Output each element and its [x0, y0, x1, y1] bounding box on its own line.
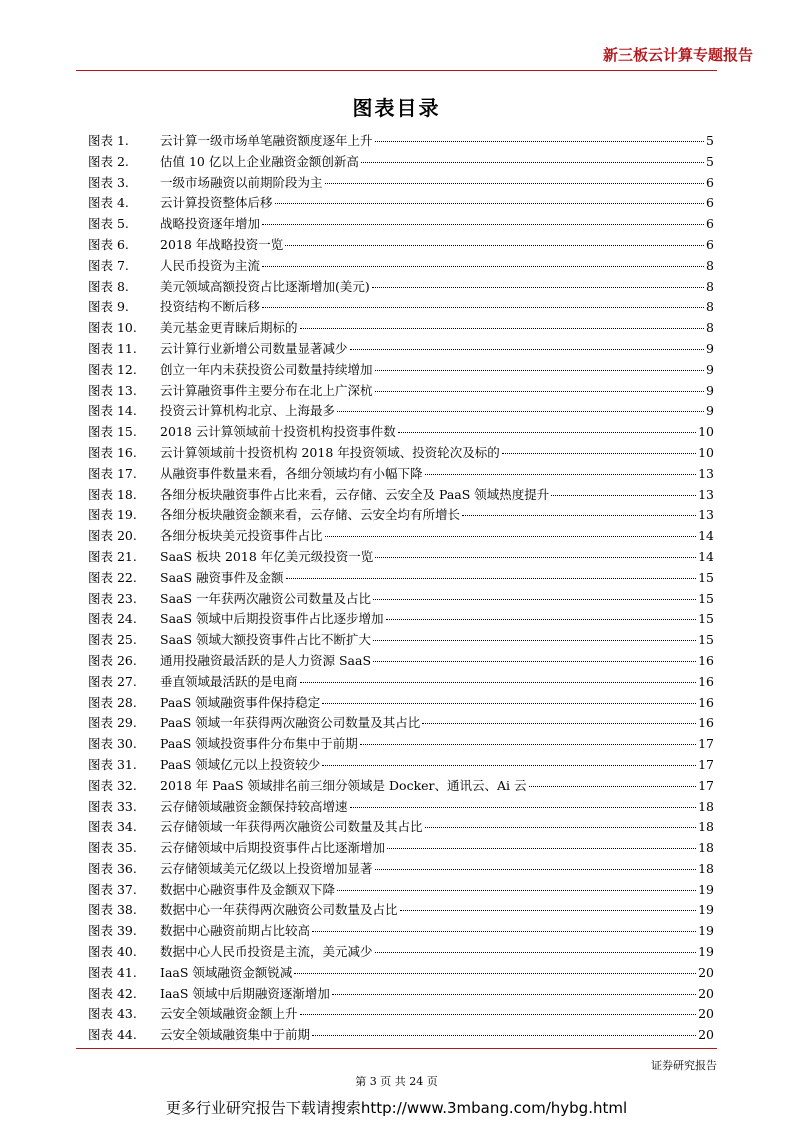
toc-dot-leader [350, 807, 697, 808]
toc-entry[interactable] [88, 277, 714, 298]
toc-entry-page: 16 [698, 694, 714, 710]
toc-entry[interactable] [88, 713, 714, 734]
toc-entry-title: SaaS 领域大额投资事件占比不断扩大 [160, 632, 372, 648]
toc-entry-page: 19 [698, 881, 714, 897]
toc-entry-title: 2018 云计算领域前十投资机构投资事件数 [160, 424, 396, 440]
toc-entry-page: 15 [698, 611, 714, 627]
toc-entry[interactable] [88, 422, 714, 443]
toc-entry-page: 16 [698, 715, 714, 731]
footer-label: 证券研究报告 [651, 1059, 717, 1072]
toc-entry[interactable] [88, 651, 714, 672]
toc-dot-leader [375, 391, 705, 392]
toc-entry-title: 各细分板块融资金额来看，云存储、云安全均有所增长 [160, 507, 461, 523]
toc-entry-title: IaaS 领域融资金额锐减 [160, 964, 293, 980]
toc-entry-page: 10 [698, 424, 714, 440]
toc-dot-leader [322, 703, 696, 704]
toc-entry-page: 19 [698, 923, 714, 939]
toc-entry[interactable] [88, 568, 714, 589]
toc-entry-label: 图表 16. [88, 444, 137, 460]
toc-dot-leader [375, 952, 697, 953]
toc-entry-title: SaaS 板块 2018 年亿美元级投资一览 [160, 548, 374, 564]
toc-dot-leader [375, 557, 696, 558]
toc-entry-label: 图表 38. [88, 902, 137, 918]
toc-entry-title: PaaS 领域融资事件保持稳定 [160, 694, 321, 710]
toc-entry-title: 投资结构不断后移 [160, 299, 261, 315]
toc-entry[interactable] [88, 297, 714, 318]
toc-entry[interactable] [88, 693, 714, 714]
toc-dot-leader [462, 515, 696, 516]
toc-entry-title: 数据中心一年获得两次融资公司数量及占比 [160, 902, 398, 918]
toc-entry-title: 云计算融资事件主要分布在北上广深杭 [160, 382, 373, 398]
toc-entry-label: 图表 44. [88, 1027, 137, 1043]
toc-entry-label: 图表 19. [88, 507, 137, 523]
toc-entry-title: 估值 10 亿以上企业融资金额创新高 [160, 153, 359, 169]
toc-entry-title: 云计算一级市场单笔融资额度逐年上升 [160, 133, 373, 148]
toc-entry[interactable] [88, 817, 714, 838]
toc-entry-title: 2018 年战略投资一览 [160, 236, 284, 252]
toc-entry-title: 云计算行业新增公司数量显著减少 [160, 340, 348, 356]
toc-entry-page: 13 [698, 486, 714, 502]
toc-entry[interactable] [88, 589, 714, 610]
toc-entry[interactable] [88, 464, 714, 485]
toc-entry-page: 8 [706, 299, 714, 315]
toc-dot-leader [322, 765, 696, 766]
toc-entry-label: 图表 41. [88, 964, 137, 980]
toc-entry[interactable] [88, 900, 714, 921]
toc-entry[interactable] [88, 173, 714, 194]
toc-entry-title: 战略投资逐年增加 [160, 216, 261, 232]
toc-dot-leader [262, 266, 704, 267]
toc-dot-leader [262, 307, 704, 308]
toc-entry-label: 图表 18. [88, 486, 137, 502]
toc-entry[interactable] [88, 880, 714, 901]
toc-entry-page: 5 [706, 133, 714, 148]
toc-entry-page: 13 [698, 507, 714, 523]
toc-dot-leader [375, 370, 705, 371]
toc-entry-label: 图表 7. [88, 257, 129, 273]
toc-entry[interactable] [88, 256, 714, 277]
toc-entry-label: 图表 20. [88, 528, 137, 544]
toc-dot-leader [529, 786, 697, 787]
toc-dot-leader [300, 1014, 697, 1015]
toc-entry-label: 图表 40. [88, 944, 137, 960]
toc-entry[interactable] [88, 984, 714, 1005]
toc-entry-page: 6 [706, 174, 714, 190]
toc-entry-title: 人民币投资为主流 [160, 257, 261, 273]
toc-entry-label: 图表 11. [88, 340, 137, 356]
toc-entry-label: 图表 30. [88, 736, 137, 752]
toc-entry-title: 各细分板块融资事件占比来看，云存储、云安全及 PaaS 领域热度提升 [160, 486, 550, 502]
toc-entry-label: 图表 32. [88, 777, 137, 793]
toc-entry-page: 6 [706, 216, 714, 232]
toc-entry-page: 19 [698, 944, 714, 960]
toc-entry-title: 2018 年 PaaS 领域排名前三细分领域是 Docker、通讯云、Ai 云 [160, 777, 527, 793]
toc-dot-leader [361, 162, 704, 163]
toc-entry-page: 9 [706, 382, 714, 398]
toc-dot-leader [551, 495, 696, 496]
toc-entry[interactable] [88, 963, 714, 984]
toc-dot-leader [386, 619, 697, 620]
toc-entry[interactable] [88, 734, 714, 755]
toc-dot-leader [262, 224, 704, 225]
toc-entry-label: 图表 1. [88, 133, 129, 148]
page-title: 图表目录 [352, 96, 441, 120]
toc-dot-leader [398, 432, 696, 433]
toc-dot-leader [337, 411, 704, 412]
toc-entry-label: 图表 10. [88, 320, 137, 336]
toc-entry-title: PaaS 领域一年获得两次融资公司数量及其占比 [160, 715, 421, 731]
toc-entry[interactable] [88, 485, 714, 506]
toc-entry-title: 通用投融资最活跃的是人力资源 SaaS [160, 652, 372, 668]
toc-entry[interactable] [88, 401, 714, 422]
toc-entry[interactable] [88, 942, 714, 963]
toc-entry-label: 图表 13. [88, 382, 137, 398]
toc-entry-page: 17 [698, 777, 714, 793]
toc-entry-title: 投资云计算机构北京、上海最多 [160, 403, 336, 419]
toc-entry-label: 图表 28. [88, 694, 137, 710]
toc-entry-title: 云计算投资整体后移 [160, 195, 273, 211]
toc-entry[interactable] [88, 672, 714, 693]
toc-entry[interactable] [88, 1004, 714, 1025]
toc-entry[interactable] [88, 131, 714, 152]
toc-entry-label: 图表 15. [88, 424, 137, 440]
footer-divider [76, 1048, 717, 1049]
toc-entry-page: 15 [698, 569, 714, 585]
toc-entry-label: 图表 4. [88, 195, 129, 211]
toc-entry-title: PaaS 领域亿元以上投资较少 [160, 756, 321, 772]
toc-dot-leader [325, 536, 697, 537]
toc-entry-page: 6 [706, 236, 714, 252]
toc-dot-leader [425, 827, 697, 828]
toc-entry[interactable] [88, 797, 714, 818]
toc-entry-page: 9 [706, 403, 714, 419]
header-divider [76, 70, 717, 71]
toc-entry-title: 云计算领域前十投资机构 2018 年投资领域、投资轮次及标的 [160, 444, 500, 460]
toc-entry-page: 19 [698, 902, 714, 918]
toc-entry-label: 图表 35. [88, 840, 137, 856]
toc-entry[interactable] [88, 318, 714, 339]
toc-entry-title: 数据中心融资前期占比较高 [160, 923, 311, 939]
toc-entry-title: 垂直领域最活跃的是电商 [160, 673, 298, 689]
toc-entry-label: 图表 21. [88, 548, 137, 564]
toc-entry-title: SaaS 领域中后期投资事件占比逐步增加 [160, 611, 384, 627]
toc-entry[interactable] [88, 235, 714, 256]
toc-dot-leader [337, 890, 696, 891]
toc-entry[interactable] [88, 859, 714, 880]
toc-entry-page: 20 [698, 1006, 714, 1022]
toc-entry-page: 14 [698, 548, 714, 564]
toc-dot-leader [387, 848, 696, 849]
toc-entry-page: 5 [706, 153, 714, 169]
toc-entry-label: 图表 9. [88, 299, 129, 315]
toc-entry-title: 云安全领域融资金额上升 [160, 1006, 298, 1022]
toc-entry-page: 16 [698, 652, 714, 668]
toc-entry-page: 18 [698, 860, 714, 876]
toc-entry-label: 图表 24. [88, 611, 137, 627]
toc-dot-leader [300, 328, 705, 329]
toc-entry-page: 15 [698, 632, 714, 648]
toc-entry-label: 图表 3. [88, 174, 129, 190]
toc-dot-leader [312, 931, 696, 932]
toc-entry-label: 图表 34. [88, 819, 137, 835]
toc-entry-label: 图表 6. [88, 236, 129, 252]
toc-entry-page: 18 [698, 798, 714, 814]
toc-entry[interactable] [88, 193, 714, 214]
toc-entry[interactable] [88, 838, 714, 859]
toc-dot-leader [372, 287, 704, 288]
toc-entry-page: 14 [698, 528, 714, 544]
toc-entry-title: 云存储领域中后期投资事件占比逐渐增加 [160, 840, 386, 856]
toc-entry[interactable] [88, 339, 714, 360]
toc-entry[interactable] [88, 776, 714, 797]
toc-entry-page: 8 [706, 278, 714, 294]
toc-entry-label: 图表 31. [88, 756, 137, 772]
toc-entry-title: 云存储领域融资金额保持较高增速 [160, 798, 348, 814]
toc-entry-title: 一级市场融资以前期阶段为主 [160, 174, 323, 190]
toc-entry[interactable] [88, 547, 714, 568]
toc-entry[interactable] [88, 443, 714, 464]
toc-entry-title: SaaS 一年获两次融资公司数量及占比 [160, 590, 372, 606]
report-title: 新三板云计算专题报告 [602, 46, 753, 64]
toc-dot-leader [400, 910, 697, 911]
toc-entry-label: 图表 36. [88, 860, 137, 876]
toc-entry-page: 18 [698, 840, 714, 856]
toc-entry-title: 各细分板块美元投资事件占比 [160, 528, 323, 544]
toc-entry-title: 从融资事件数量来看，各细分领域均有小幅下降 [160, 465, 423, 481]
toc-entry-page: 6 [706, 195, 714, 211]
toc-entry-label: 图表 22. [88, 569, 137, 585]
toc-dot-leader [332, 994, 696, 995]
toc-entry-label: 图表 12. [88, 361, 137, 377]
toc-entry[interactable] [88, 609, 714, 630]
toc-dot-leader [300, 682, 697, 683]
toc-entry[interactable] [88, 755, 714, 776]
toc-entry-page: 8 [706, 257, 714, 273]
toc-entry-page: 18 [698, 819, 714, 835]
toc-entry-label: 图表 27. [88, 673, 137, 689]
table-of-figures [88, 131, 714, 1046]
toc-entry-title: 云存储领域一年获得两次融资公司数量及其占比 [160, 819, 423, 835]
download-notice: 更多行业研究报告下载请搜索http://www.3mbang.com/hybg.html [165, 1099, 628, 1117]
toc-dot-leader [373, 661, 696, 662]
toc-dot-leader [350, 349, 705, 350]
toc-entry-label: 图表 29. [88, 715, 137, 731]
toc-entry[interactable] [88, 505, 714, 526]
toc-entry-label: 图表 5. [88, 216, 129, 232]
toc-entry-page: 8 [706, 320, 714, 336]
toc-entry-title: PaaS 领域投资事件分布集中于前期 [160, 736, 358, 752]
toc-dot-leader [502, 453, 696, 454]
toc-entry-title: SaaS 融资事件及金额 [160, 569, 284, 585]
toc-entry-title: 云存储领域美元亿级以上投资增加显著 [160, 860, 373, 876]
toc-entry-title: 数据中心人民币投资是主流，美元减少 [160, 944, 373, 960]
page-number: 第 3 页 共 24 页 [355, 1075, 438, 1088]
toc-entry-page: 17 [698, 756, 714, 772]
toc-entry[interactable] [88, 921, 714, 942]
toc-entry-page: 20 [698, 1027, 714, 1043]
toc-entry-page: 9 [706, 361, 714, 377]
toc-dot-leader [373, 640, 696, 641]
toc-entry-label: 图表 17. [88, 465, 137, 481]
toc-entry[interactable] [88, 152, 714, 173]
toc-entry-page: 13 [698, 465, 714, 481]
toc-entry-label: 图表 25. [88, 632, 137, 648]
toc-entry-title: 美元领域高额投资占比逐渐增加(美元) [160, 278, 370, 294]
toc-dot-leader [285, 245, 704, 246]
toc-entry-title: IaaS 领域中后期融资逐渐增加 [160, 985, 330, 1001]
toc-entry-label: 图表 14. [88, 403, 137, 419]
toc-dot-leader [325, 183, 705, 184]
toc-dot-leader [360, 744, 696, 745]
toc-dot-leader [275, 203, 705, 204]
toc-entry-title: 美元基金更青睐后期标的 [160, 320, 298, 336]
toc-dot-leader [375, 141, 705, 142]
toc-entry[interactable] [88, 1025, 714, 1046]
toc-dot-leader [286, 578, 697, 579]
toc-entry-label: 图表 23. [88, 590, 137, 606]
toc-dot-leader [422, 723, 696, 724]
toc-entry[interactable] [88, 381, 714, 402]
toc-entry-page: 15 [698, 590, 714, 606]
toc-entry-title: 云安全领域融资集中于前期 [160, 1027, 311, 1043]
toc-entry-label: 图表 2. [88, 153, 129, 169]
toc-dot-leader [373, 599, 696, 600]
toc-entry-page: 20 [698, 985, 714, 1001]
toc-dot-leader [312, 1035, 696, 1036]
toc-entry-label: 图表 26. [88, 652, 137, 668]
toc-entry-page: 9 [706, 340, 714, 356]
toc-entry[interactable] [88, 526, 714, 547]
toc-dot-leader [425, 474, 697, 475]
toc-entry[interactable] [88, 214, 714, 235]
toc-entry[interactable] [88, 630, 714, 651]
toc-entry-label: 图表 37. [88, 881, 137, 897]
toc-entry-page: 10 [698, 444, 714, 460]
toc-entry-label: 图表 8. [88, 278, 129, 294]
toc-entry-label: 图表 43. [88, 1006, 137, 1022]
toc-dot-leader [294, 973, 696, 974]
toc-entry[interactable] [88, 360, 714, 381]
toc-entry-label: 图表 42. [88, 985, 137, 1001]
toc-entry-label: 图表 33. [88, 798, 137, 814]
toc-entry-page: 20 [698, 964, 714, 980]
toc-entry-page: 17 [698, 736, 714, 752]
toc-entry-label: 图表 39. [88, 923, 137, 939]
toc-entry-title: 创立一年内未获投资公司数量持续增加 [160, 361, 373, 377]
toc-entry-title: 数据中心融资事件及金额双下降 [160, 881, 336, 897]
toc-dot-leader [375, 869, 697, 870]
toc-entry-page: 16 [698, 673, 714, 689]
